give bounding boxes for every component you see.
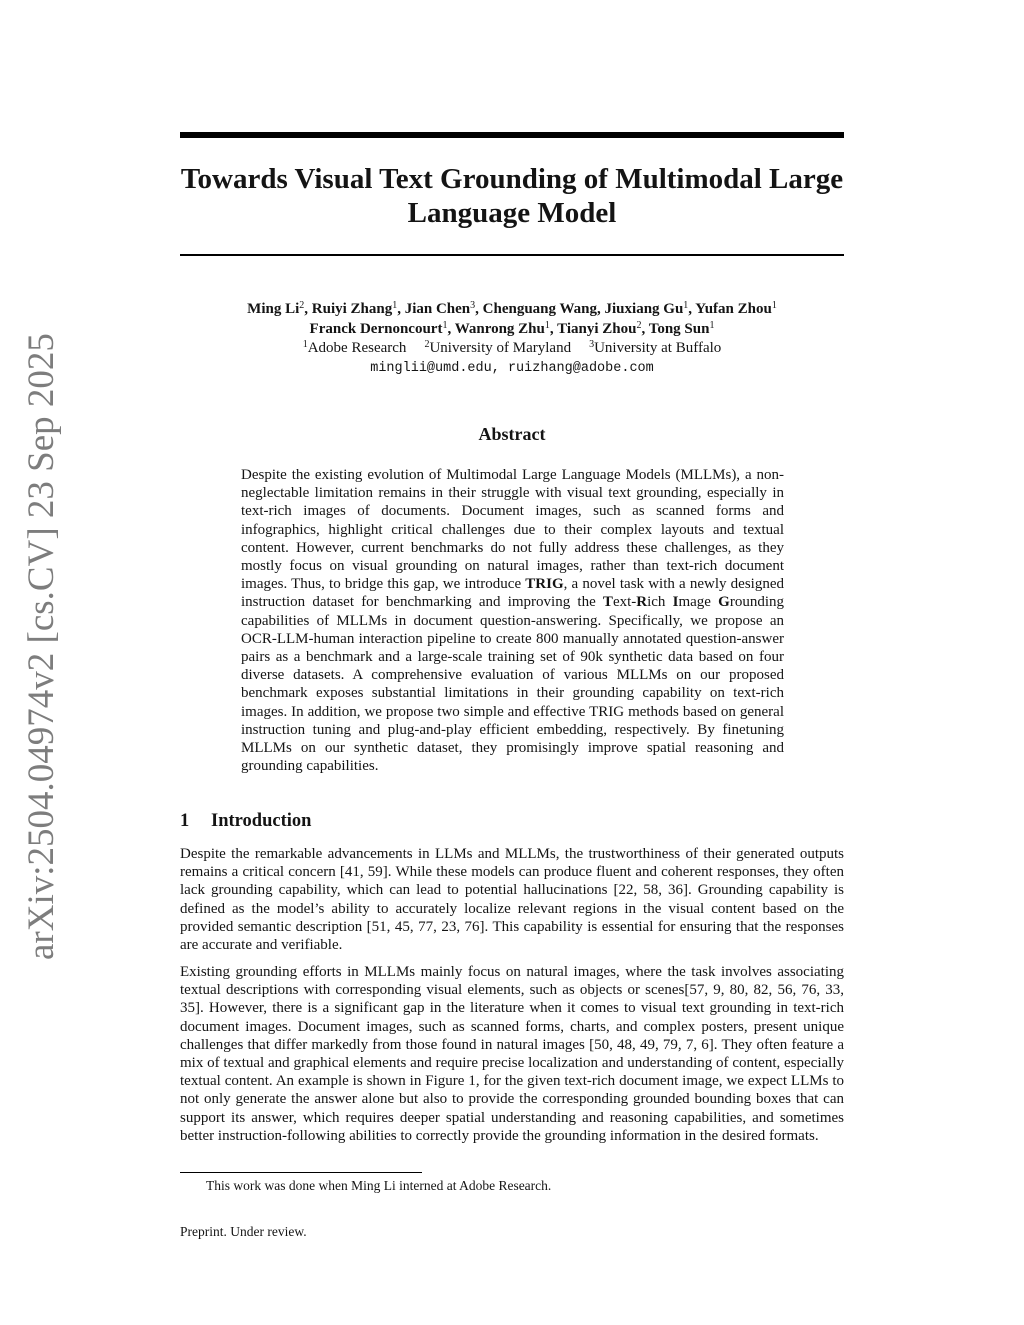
arxiv-identifier: arXiv:2504.04974v2 [cs.CV] 23 Sep 2025 (21, 333, 62, 960)
affiliations: $^1$Adobe Research $^2$University of Maryland $^3$University at Buffalo (302, 339, 722, 356)
author-names: Ming Li$^2$, Ruiyi Zhang$^1$, Jian Chen$^3$, Chenguang Wang, Jiuxiang Gu$^1$, Yufan Zhou$^1$ Franck Dernoncourt$^1$, Wanrong Zhu$^1$, Tianyi Zhou$^2$, Tong Sun$^1$ (247, 300, 777, 337)
preprint-note: Preprint. Under review. (180, 1224, 307, 1239)
abstract-heading: Abstract (478, 424, 546, 444)
intro-paragraph: Despite the remarkable advancements in LLMs and MLLMs, the trustworthiness of their generated outputs remains a critical concern [41, 59]. While these models can produce fluent and coherent responses, they often lack grounding capability, which can lead to potential hallucinations [22, 58, 36]. Grounding capability is defined as the model’s ability to accurately localize relevant regions in the visual content based on the provided semantic description [51, 45, 77, 23, 76]. This capability is essential for ensuring that the responses are accurate and verifiable. (180, 846, 844, 954)
title-top-rule (180, 132, 844, 138)
footnote: This work was done when Ming Li interned at Adobe Research. (206, 1178, 552, 1193)
footnote-rule (180, 1172, 422, 1173)
author-emails: minglii@umd.edu, ruizhang@adobe.com (370, 360, 654, 376)
abstract-text: Despite the existing evolution of Multimodal Large Language Models (MLLMs), a non-neglectable limitation remains in their struggle with visual text grounding, especially in text-rich images of documents. Document images, such as scanned forms and infographics, highlight critical challenges due to their complex layouts and textual content. However, current benchmarks do not fully address these challenges, as they mostly focus on visual grounding on natural images, rather than text-rich document images. Thus, to bridge this gap, we introduce TRIG, a novel task with a newly designed instruction dataset for benchmarking and improving the Text-Rich Image Grounding capabilities of MLLMs in document question-answering. Specifically, we propose an OCR-LLM-human interaction pipeline to create 800 manually annotated question-answer pairs as a benchmark and a large-scale training set of 90k synthetic data based on four diverse datasets. A comprehensive evaluation of various MLLMs on our proposed benchmark exposes substantial limitations in their grounding capability on text-rich images. In addition, we propose two simple and effective TRIG methods based on general instruction tuning and plug-and-play efficient embedding, respectively. By finetuning MLLMs on our synthetic dataset, they promisingly improve spatial reasoning and grounding capabilities. (241, 467, 785, 775)
section-heading-introduction: 1 Introduction (180, 811, 312, 831)
intro-paragraph: Existing grounding efforts in MLLMs mainly focus on natural images, where the task involves associating textual descriptions with corresponding visual elements, such as objects or scenes[57, 9, 80, 82, 56, 76, 33, 35]. However, there is a significant gap in the literature when it comes to visual text grounding in text-rich document images. Document images, such as scanned forms, charts, and complex posters, present unique challenges that differ markedly from those found in natural images [50, 48, 49, 79, 7, 6]. They often feature a mix of textual and graphical elements and require precise localization and understanding of content, especially textual content. An example is shown in Figure 1, for the given text-rich document image, we expect LLMs to not only generate the answer alone but also to provide the corresponding grounded bounding boxes that can support its answer, which requires deeper spatial understanding and reasoning capabilities, and sometimes better instruction-following abilities to correctly provide the grounding information in the desired formats. (180, 964, 844, 1144)
paper-title: Towards Visual Text Grounding of Multimodal Large Language Model (180, 163, 844, 229)
title-bottom-rule (180, 254, 844, 256)
author-block (180, 300, 844, 378)
